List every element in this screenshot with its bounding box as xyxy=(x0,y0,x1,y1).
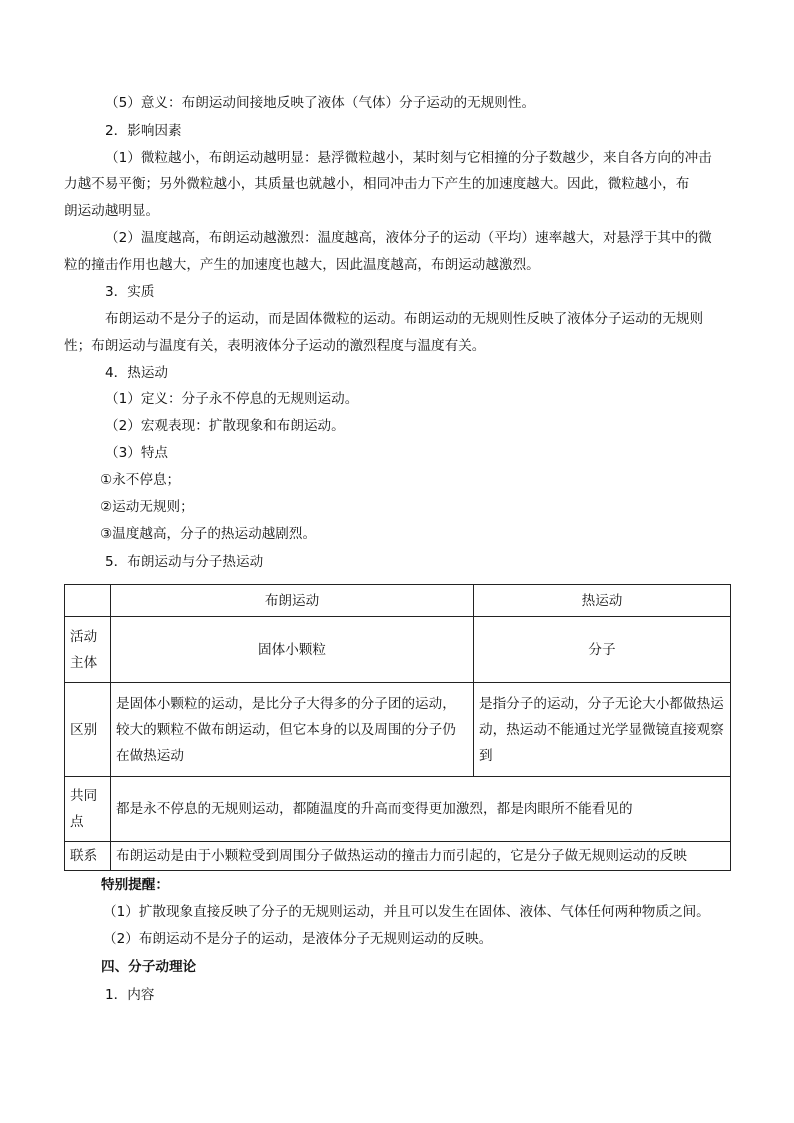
header-thermal: 热运动 xyxy=(474,585,731,617)
factor-1-line-2: 力越不易平衡；另外微粒越小，其质量也就越小，相同冲击力下产生的加速度越大。因此，微粒越小，布 xyxy=(64,176,690,192)
table-header-row xyxy=(65,585,731,617)
essence-line-2: 性；布朗运动与温度有关，表明液体分子运动的激烈程度与温度有关。 xyxy=(64,338,486,354)
factor-1-line-3: 朗运动越明显。 xyxy=(64,203,160,219)
thermal-feature-1: ①永不停息； xyxy=(100,472,181,488)
thermal-macro: （2）宏观表现：扩散现象和布朗运动。 xyxy=(105,418,345,434)
heading-influencing-factors: 2．影响因素 xyxy=(105,123,182,139)
thermal-feature-2: ②运动无规则； xyxy=(100,499,194,515)
table-row-common xyxy=(65,777,731,842)
row-label-link: 联系 xyxy=(65,842,111,871)
special-reminder-title: 特别提醒： xyxy=(101,877,169,893)
factor-2-line-2: 粒的撞击作用也越大，产生的加速度也越大，因此温度越高，布朗运动越激烈。 xyxy=(64,257,540,273)
row-label-subject: 活动主体 xyxy=(65,617,111,683)
factor-1-line-1: （1）微粒越小，布朗运动越明显：悬浮微粒越小，某时刻与它相撞的分子数越少，来自各方向的冲击 xyxy=(105,150,712,166)
heading-comparison: 5．布朗运动与分子热运动 xyxy=(105,554,264,570)
thermal-feature-3: ③温度越高，分子的热运动越剧烈。 xyxy=(100,526,317,542)
row-label-difference: 区别 xyxy=(65,683,111,777)
difference-thermal: 是指分子的运动，分子无论大小都做热运动，热运动不能通过光学显微镜直接观察到 xyxy=(474,683,731,777)
subject-brownian: 固体小颗粒 xyxy=(111,617,474,683)
heading-essence: 3．实质 xyxy=(105,284,155,300)
essence-line-1: 布朗运动不是分子的运动，而是固体微粒的运动。布朗运动的无规则性反映了液体分子运动的无规则 xyxy=(105,311,704,327)
heading-thermal-motion: 4．热运动 xyxy=(105,365,169,381)
header-brownian: 布朗运动 xyxy=(111,585,474,617)
factor-2-line-1: （2）温度越高，布朗运动越激烈：温度越高，液体分子的运动（平均）速率越大，对悬浮于其中的微 xyxy=(105,230,712,246)
subject-thermal: 分子 xyxy=(474,617,731,683)
reminder-1: （1）扩散现象直接反映了分子的无规则运动，并且可以发生在固体、液体、气体任何两种物质之间。 xyxy=(103,904,710,920)
meaning-paragraph: （5）意义：布朗运动间接地反映了液体（气体）分子运动的无规则性。 xyxy=(105,95,536,111)
table-corner-cell xyxy=(65,585,111,617)
table-row-link xyxy=(65,842,731,871)
thermal-features-heading: （3）特点 xyxy=(105,445,169,461)
reminder-2: （2）布朗运动不是分子的运动，是液体分子无规则运动的反映。 xyxy=(103,931,493,947)
table-row-difference xyxy=(65,683,731,777)
link-text: 布朗运动是由于小颗粒受到周围分子做热运动的撞击力而引起的，它是分子做无规则运动的反映 xyxy=(111,842,731,871)
section-4-heading: 四、分子动理论 xyxy=(101,959,197,975)
thermal-definition: （1）定义：分子永不停息的无规则运动。 xyxy=(105,391,359,407)
row-label-common: 共同点 xyxy=(65,777,111,842)
comparison-table xyxy=(64,584,731,871)
table-row-subject xyxy=(65,617,731,683)
common-points: 都是永不停息的无规则运动，都随温度的升高而变得更加激烈，都是肉眼所不能看见的 xyxy=(111,777,731,842)
difference-brownian: 是固体小颗粒的运动，是比分子大得多的分子团的运动，较大的颗粒不做布朗运动，但它本身的以及周围的分子仍在做热运动 xyxy=(111,683,474,777)
section-4-content-heading: 1．内容 xyxy=(105,987,155,1003)
